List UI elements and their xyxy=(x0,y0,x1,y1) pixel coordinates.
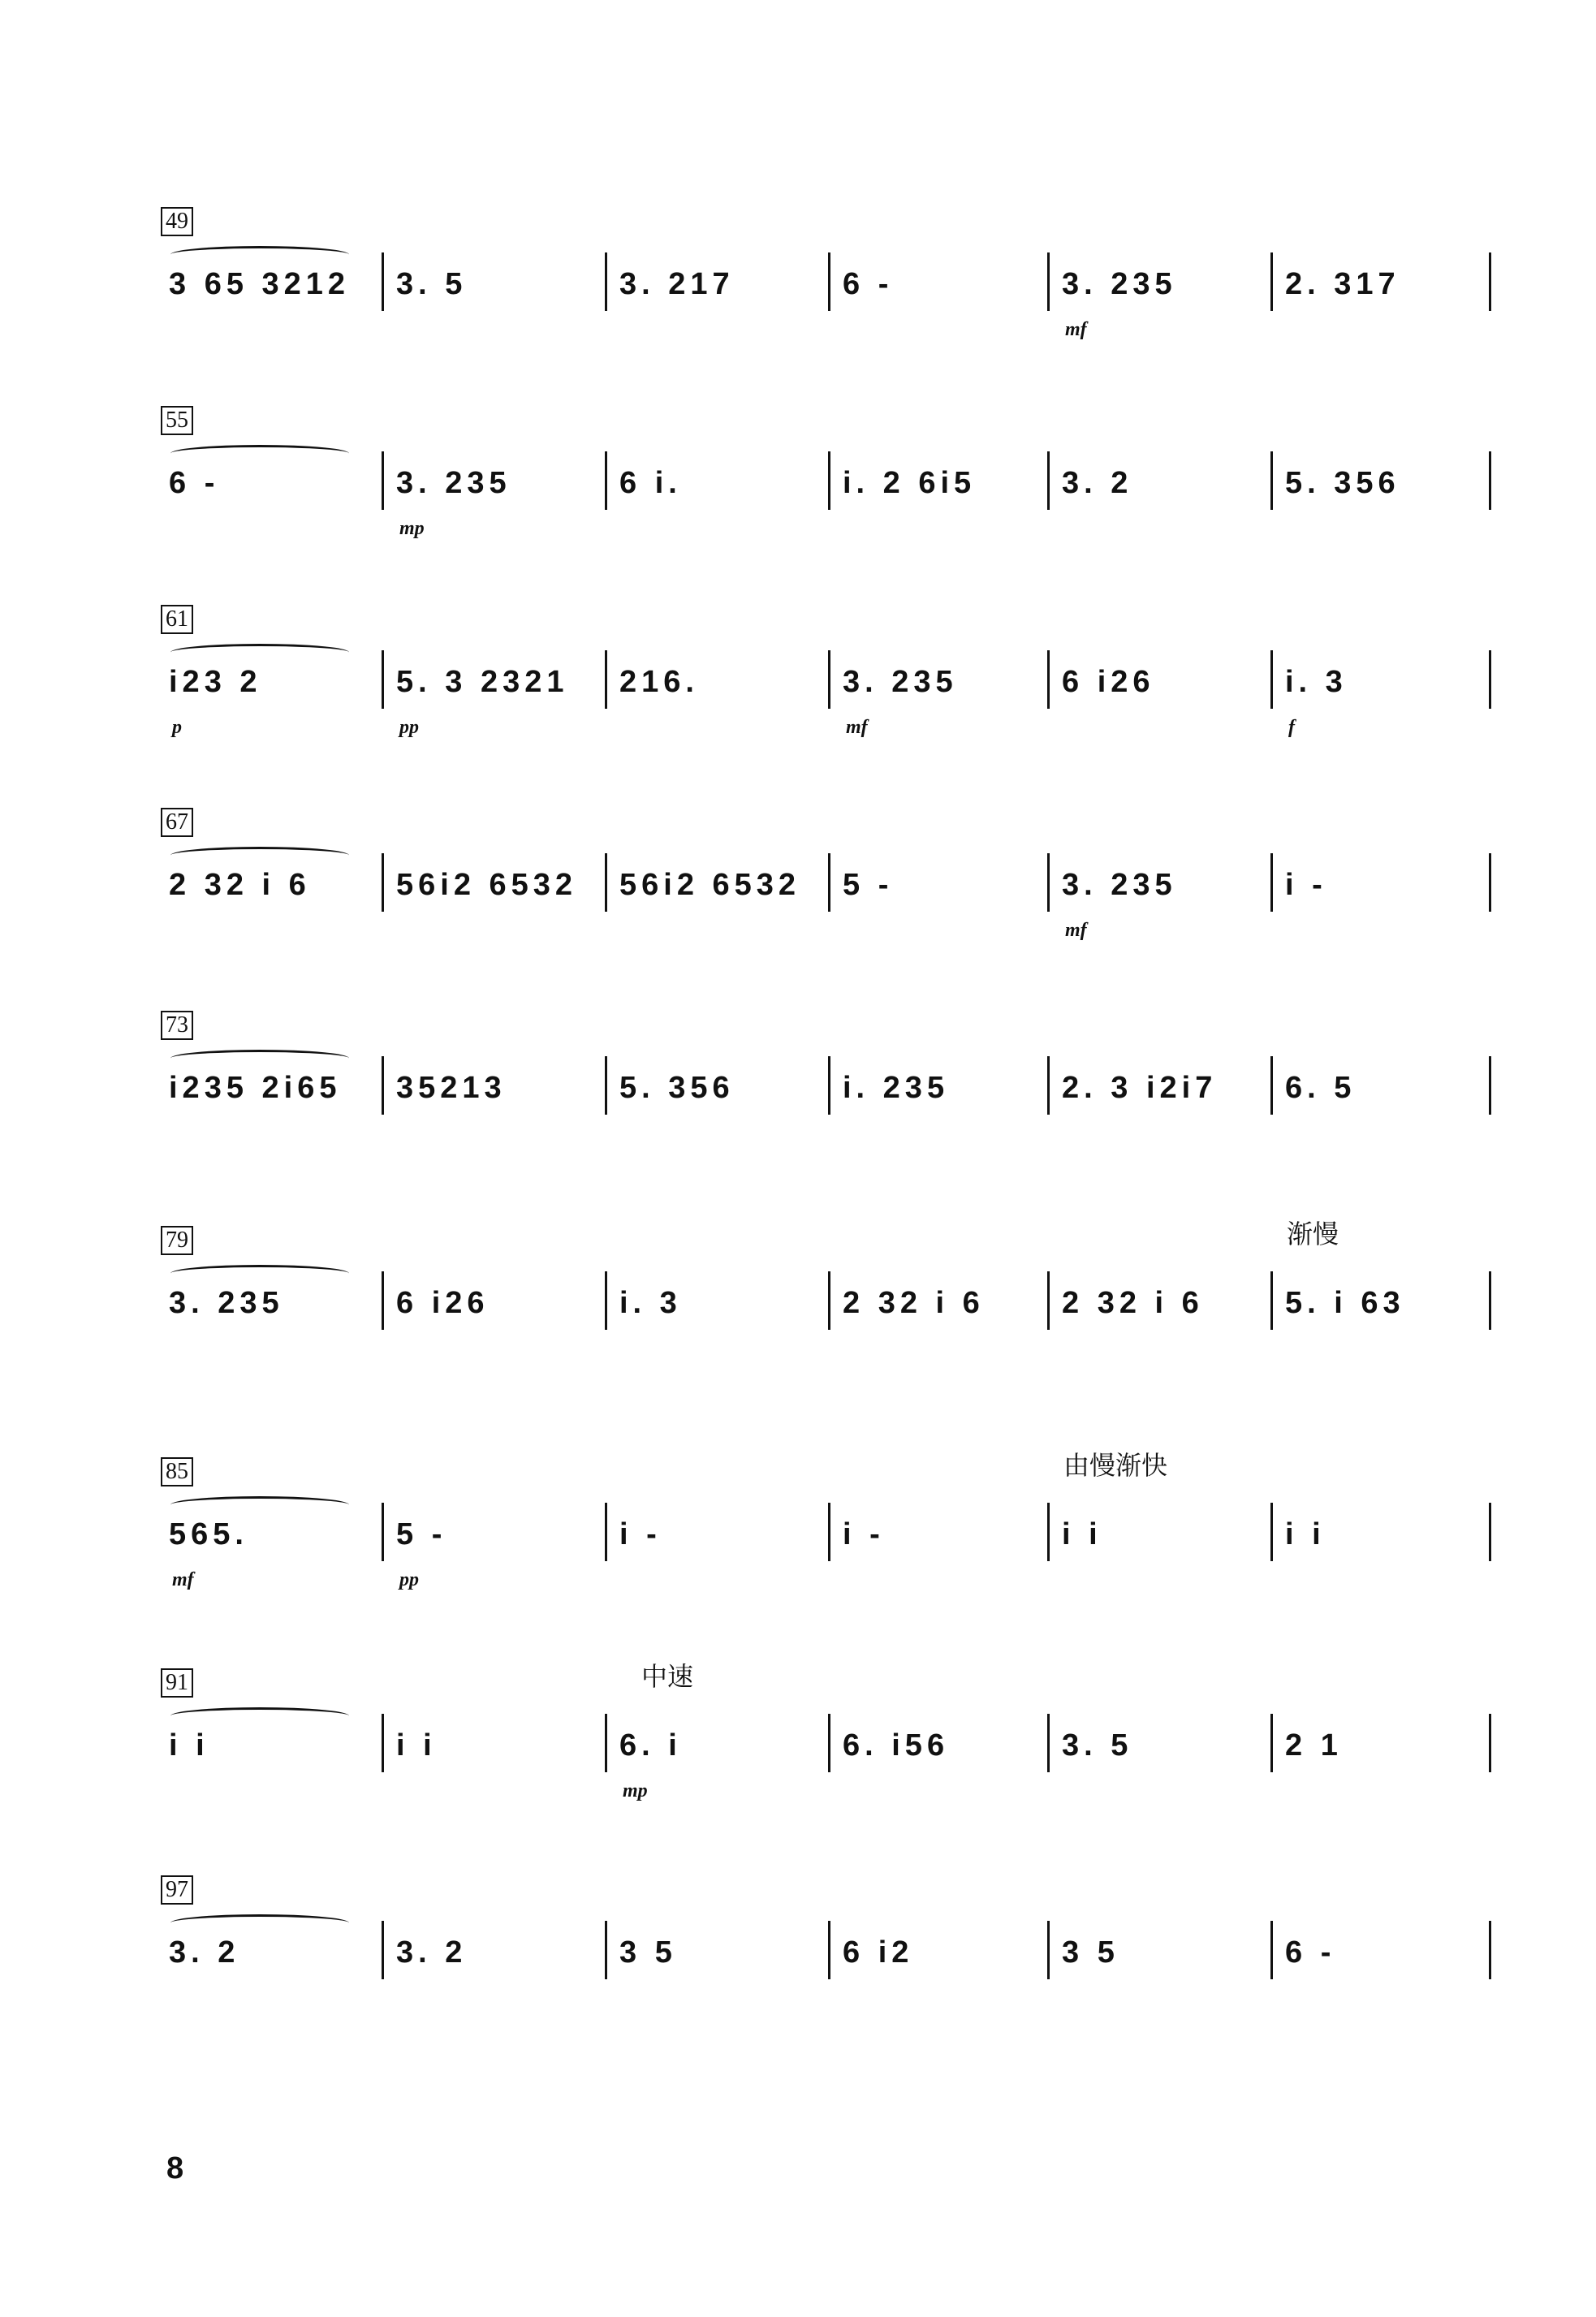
measure-notes: 6 - xyxy=(1285,1935,1336,1970)
barline xyxy=(828,1271,830,1330)
dynamic-marking: mp xyxy=(399,518,425,539)
barline xyxy=(828,252,830,311)
measure-notes: 565. xyxy=(169,1517,248,1551)
barline xyxy=(1047,1056,1050,1115)
score-system xyxy=(154,406,1518,539)
measure-notes: 6. i56 xyxy=(843,1728,950,1763)
measure-notes: i i xyxy=(1285,1517,1326,1551)
score-system xyxy=(154,1011,1518,1124)
measure-notes: 5 - xyxy=(396,1517,447,1551)
barline xyxy=(605,650,607,709)
barline xyxy=(382,1921,384,1979)
measure-number-box: 85 xyxy=(161,1457,193,1486)
barline xyxy=(382,252,384,311)
dynamic-marking: mf xyxy=(1065,319,1087,340)
measure-notes: 5 - xyxy=(843,867,894,902)
barline xyxy=(828,1503,830,1561)
barline xyxy=(1047,1714,1050,1772)
dynamic-marking: mf xyxy=(846,717,868,738)
barline xyxy=(382,451,384,510)
measure-notes: i - xyxy=(1285,867,1327,902)
measure-notes: 2 32 i 6 xyxy=(1062,1285,1204,1320)
dynamic-marking: f xyxy=(1288,717,1295,738)
measure-notes: 216. xyxy=(619,664,699,699)
barline xyxy=(1489,650,1491,709)
barline xyxy=(605,853,607,912)
measure-notes: 56i2 6532 xyxy=(619,867,801,902)
barline xyxy=(1270,451,1273,510)
staff-line xyxy=(154,1924,1518,1981)
slur-mark xyxy=(170,1707,349,1724)
barline xyxy=(1047,1921,1050,1979)
barline xyxy=(605,1921,607,1979)
measure-notes: i i xyxy=(1062,1517,1102,1551)
tempo-marking: 渐慢 xyxy=(1287,1219,1339,1249)
measure-notes: 35213 xyxy=(396,1070,507,1105)
slur-mark xyxy=(170,1914,349,1931)
dynamic-marking: mp xyxy=(623,1780,648,1801)
measure-notes: 3 5 xyxy=(1062,1935,1119,1970)
measure-notes: 2 32 i 6 xyxy=(843,1285,985,1320)
barline xyxy=(1489,1921,1491,1979)
barline xyxy=(1047,451,1050,510)
measure-notes: 3. 235 xyxy=(1062,266,1177,301)
measure-notes: 3. 217 xyxy=(619,266,735,301)
measure-notes: 6 i. xyxy=(619,465,682,500)
barline xyxy=(605,252,607,311)
barline xyxy=(1270,1714,1273,1772)
barline xyxy=(382,1503,384,1561)
slur-mark xyxy=(170,1265,349,1282)
barline xyxy=(1270,1503,1273,1561)
slur-mark xyxy=(170,1496,349,1513)
staff-line xyxy=(154,1506,1518,1590)
measure-notes: 6. i xyxy=(619,1728,682,1763)
barline xyxy=(1489,1714,1491,1772)
slur-mark xyxy=(170,1050,349,1067)
staff-line xyxy=(154,1717,1518,1801)
score-system xyxy=(154,1875,1518,1989)
barline xyxy=(1047,1503,1050,1561)
measure-notes: 5. 356 xyxy=(619,1070,735,1105)
barline xyxy=(382,1056,384,1115)
slur-mark xyxy=(170,445,349,462)
measure-notes: 3. 235 xyxy=(1062,867,1177,902)
measure-notes: 3. 235 xyxy=(169,1285,284,1320)
measure-notes: 6 - xyxy=(843,266,894,301)
score-system xyxy=(154,605,1518,738)
measure-notes: 5. 3 2321 xyxy=(396,664,569,699)
score-system xyxy=(154,1219,1518,1340)
barline xyxy=(1270,853,1273,912)
measure-notes: 5. i 63 xyxy=(1285,1285,1405,1320)
measure-notes: i. 235 xyxy=(843,1070,950,1105)
measure-notes: 6 i2 xyxy=(843,1935,914,1970)
measure-notes: 56i2 6532 xyxy=(396,867,578,902)
measure-number-box: 97 xyxy=(161,1875,193,1905)
measure-notes: i - xyxy=(619,1517,662,1551)
measure-notes: 2 32 i 6 xyxy=(169,867,311,902)
measure-notes: i i xyxy=(396,1728,437,1763)
barline xyxy=(1270,252,1273,311)
measure-notes: 3. 2 xyxy=(169,1935,240,1970)
barline xyxy=(1270,650,1273,709)
slur-mark xyxy=(170,847,349,864)
barline xyxy=(1489,853,1491,912)
slur-mark xyxy=(170,246,349,263)
barline xyxy=(828,1056,830,1115)
measure-notes: 3. 2 xyxy=(1062,465,1133,500)
barline xyxy=(828,650,830,709)
dynamic-marking: pp xyxy=(399,1569,419,1590)
measure-notes: i23 2 xyxy=(169,664,262,699)
score-system xyxy=(154,1450,1518,1590)
dynamic-marking: mf xyxy=(172,1569,194,1590)
measure-number-box: 73 xyxy=(161,1011,193,1040)
barline xyxy=(605,1056,607,1115)
slur-mark xyxy=(170,644,349,661)
barline xyxy=(828,451,830,510)
barline xyxy=(1047,252,1050,311)
barline xyxy=(1270,1271,1273,1330)
measure-notes: 3. 5 xyxy=(1062,1728,1133,1763)
barline xyxy=(1047,1271,1050,1330)
barline xyxy=(605,1503,607,1561)
staff-line xyxy=(154,856,1518,941)
tempo-marking: 中速 xyxy=(641,1661,694,1692)
measure-number-box: 55 xyxy=(161,406,193,435)
barline xyxy=(382,853,384,912)
score-system xyxy=(154,1661,1518,1801)
measure-notes: i. 3 xyxy=(1285,664,1348,699)
barline xyxy=(828,853,830,912)
measure-notes: 6 - xyxy=(169,465,220,500)
measure-notes: 2 1 xyxy=(1285,1728,1343,1763)
barline xyxy=(382,1271,384,1330)
barline xyxy=(1489,1271,1491,1330)
staff-line xyxy=(154,1275,1518,1331)
dynamic-marking: pp xyxy=(399,717,419,738)
measure-notes: i - xyxy=(843,1517,885,1551)
measure-notes: i. 2 6i5 xyxy=(843,465,977,500)
measure-number-box: 79 xyxy=(161,1226,193,1255)
barline xyxy=(1489,1503,1491,1561)
staff-line xyxy=(154,455,1518,539)
staff-line xyxy=(154,654,1518,738)
measure-notes: 3 5 xyxy=(619,1935,677,1970)
barline xyxy=(605,1271,607,1330)
measure-notes: 3 65 3212 xyxy=(169,266,351,301)
barline xyxy=(1270,1056,1273,1115)
page-number: 8 xyxy=(166,2151,184,2185)
barline xyxy=(605,1714,607,1772)
measure-notes: 5. 356 xyxy=(1285,465,1400,500)
barline xyxy=(1489,1056,1491,1115)
score-system xyxy=(154,808,1518,941)
measure-number-box: 91 xyxy=(161,1668,193,1698)
barline xyxy=(1489,252,1491,311)
staff-line xyxy=(154,1059,1518,1116)
measure-notes: 6. 5 xyxy=(1285,1070,1357,1105)
dynamic-marking: mf xyxy=(1065,920,1087,941)
barline xyxy=(605,451,607,510)
barline xyxy=(828,1714,830,1772)
measure-number-box: 67 xyxy=(161,808,193,837)
barline xyxy=(382,650,384,709)
measure-notes: 3. 235 xyxy=(396,465,511,500)
barline xyxy=(1047,853,1050,912)
measure-notes: i. 3 xyxy=(619,1285,682,1320)
measure-notes: 2. 317 xyxy=(1285,266,1400,301)
measure-number-box: 61 xyxy=(161,605,193,634)
measure-notes: 6 i26 xyxy=(396,1285,490,1320)
score-system xyxy=(154,207,1518,340)
measure-notes: 3. 235 xyxy=(843,664,958,699)
measure-notes: i i xyxy=(169,1728,209,1763)
staff-line xyxy=(154,256,1518,340)
barline xyxy=(382,1714,384,1772)
measure-notes: 3. 2 xyxy=(396,1935,468,1970)
measure-notes: i235 2i65 xyxy=(169,1070,342,1105)
barline xyxy=(1047,650,1050,709)
barline xyxy=(1489,451,1491,510)
measure-notes: 3. 5 xyxy=(396,266,468,301)
barline xyxy=(828,1921,830,1979)
tempo-marking: 由慢渐快 xyxy=(1063,1450,1168,1481)
dynamic-marking: p xyxy=(172,717,182,738)
barline xyxy=(1270,1921,1273,1979)
measure-number-box: 49 xyxy=(161,207,193,236)
measure-notes: 6 i26 xyxy=(1062,664,1155,699)
measure-notes: 2. 3 i2i7 xyxy=(1062,1070,1218,1105)
